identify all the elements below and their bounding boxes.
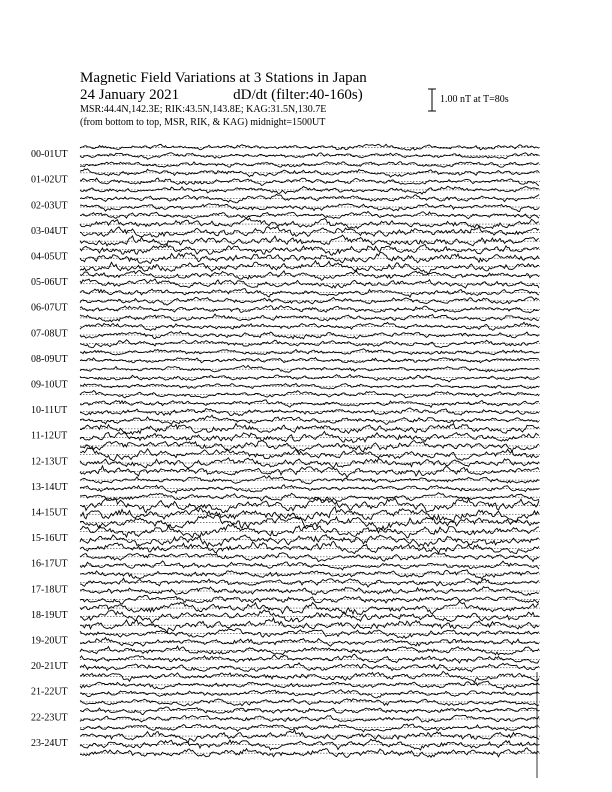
hour-label: 22-23UT	[31, 712, 68, 724]
hour-label: 11-12UT	[31, 430, 68, 442]
trace-rik	[80, 638, 539, 647]
hour-label: 20-21UT	[31, 661, 68, 673]
hour-label: 00-01UT	[31, 149, 68, 161]
hour-label: 01-02UT	[31, 174, 68, 186]
hour-label: 15-16UT	[31, 533, 68, 545]
hour-label: 06-07UT	[31, 302, 68, 314]
trace-msr	[80, 415, 539, 424]
chart-title: Magnetic Field Variations at 3 Stations in Japan	[80, 70, 367, 86]
hour-label: 17-18UT	[31, 584, 68, 596]
trace-rik	[80, 690, 539, 698]
trace-rik	[80, 432, 539, 443]
trace-rik	[80, 204, 539, 212]
trace-msr	[80, 671, 539, 682]
trace-kag	[80, 218, 539, 228]
trace-msr	[80, 724, 539, 732]
hour-label: 16-17UT	[31, 558, 68, 570]
scale-label: 1.00 nT at T=80s	[440, 94, 509, 105]
hour-label: 18-19UT	[31, 609, 68, 621]
trace-rik	[80, 663, 539, 672]
hour-label: 10-11UT	[31, 405, 68, 417]
trace-kag	[80, 730, 539, 743]
hour-label: 21-22UT	[31, 686, 68, 698]
hour-label: 03-04UT	[31, 225, 68, 237]
trace-msr	[80, 570, 539, 580]
trace-kag	[80, 400, 539, 407]
trace-rik	[80, 279, 539, 288]
hour-label: 08-09UT	[31, 353, 68, 365]
hour-label: 23-24UT	[31, 737, 68, 749]
hour-label: 13-14UT	[31, 481, 68, 493]
trace-kag	[80, 498, 539, 513]
hour-label: 04-05UT	[31, 251, 68, 263]
station-coordinates: MSR:44.4N,142.3E; RIK:43.5N,143.8E; KAG:31.5N,130.7E	[80, 104, 327, 115]
date-text: 24 January 2021	[80, 87, 180, 103]
trace-msr	[80, 211, 539, 218]
trace-kag	[80, 681, 539, 689]
trace-msr	[80, 699, 539, 706]
trace-msr	[80, 466, 539, 478]
trace-rik	[80, 715, 539, 722]
trace-msr	[80, 748, 539, 758]
hour-label: 02-03UT	[31, 200, 68, 212]
station-order-note: (from bottom to top, MSR, RIK, & KAG) midnight=1500UT	[80, 117, 326, 128]
trace-rik	[80, 178, 539, 186]
trace-msr	[80, 235, 539, 246]
hour-label: 19-20UT	[31, 635, 68, 647]
hour-label: 07-08UT	[31, 328, 68, 340]
trace-rik	[80, 535, 539, 547]
trace-rik	[80, 226, 539, 237]
trace-kag	[80, 375, 539, 382]
trace-msr	[80, 595, 539, 604]
hour-label: 05-06UT	[31, 277, 68, 289]
trace-kag	[80, 707, 539, 715]
trace-kag	[80, 270, 539, 280]
trace-rik	[80, 358, 539, 363]
trace-msr	[80, 289, 539, 298]
trace-kag	[80, 654, 539, 663]
trace-msr	[80, 391, 539, 398]
hour-label: 14-15UT	[31, 507, 68, 519]
hour-label: 09-10UT	[31, 379, 68, 391]
hour-label: 12-13UT	[31, 456, 68, 468]
quantity-text: dD/dt (filter:40-160s)	[233, 87, 363, 103]
